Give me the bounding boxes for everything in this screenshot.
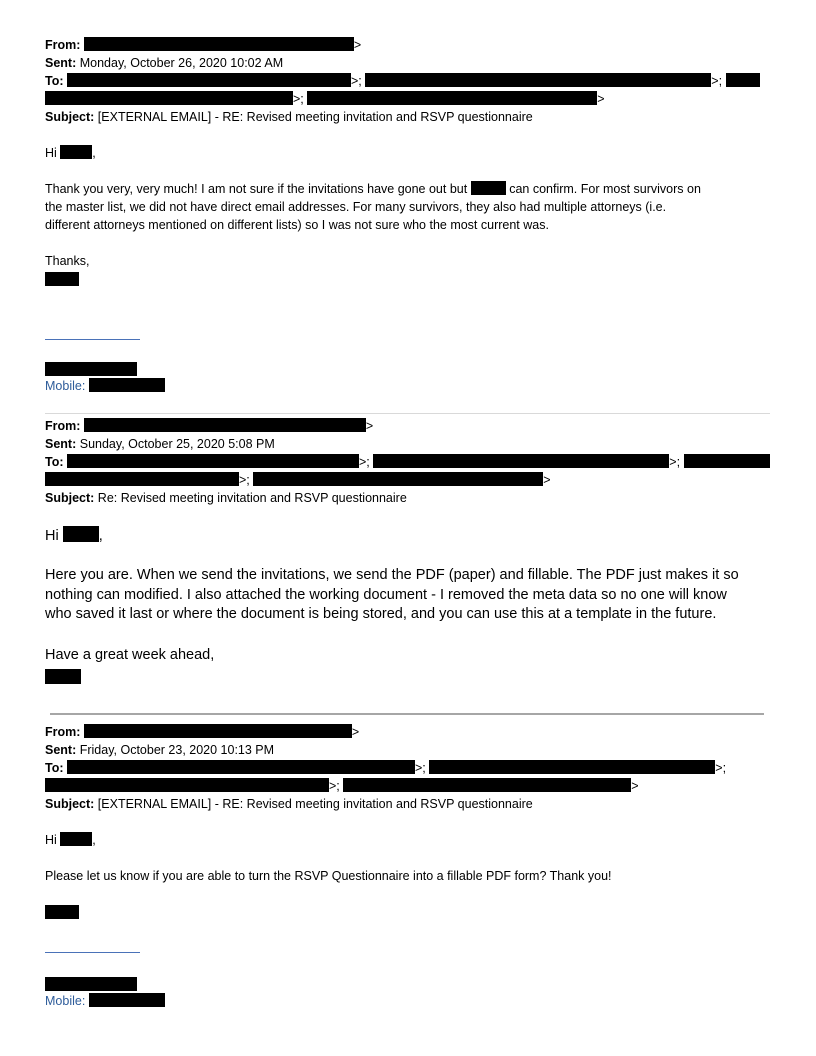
mobile-line: Mobile:	[45, 378, 165, 394]
greeting: Hi ,	[45, 833, 96, 847]
email-separator	[50, 713, 764, 715]
from-line: From: >	[45, 38, 362, 52]
to-line-cont: >; >	[45, 778, 639, 794]
signature-divider	[45, 952, 140, 953]
redaction	[45, 91, 293, 105]
redaction	[365, 73, 711, 87]
subject-line: Subject: [EXTERNAL EMAIL] - RE: Revised meeting invitation and RSVP questionnaire	[45, 110, 533, 124]
sent-line: Sent: Friday, October 23, 2020 10:13 PM	[45, 743, 275, 757]
name-redaction	[45, 362, 137, 376]
redaction	[373, 454, 669, 468]
closing: Thanks,	[45, 254, 90, 268]
body-line: different attorneys mentioned on different lists) so I was not sure who the most current was.	[45, 218, 549, 232]
redaction	[84, 37, 354, 51]
greeting: Hi ,	[45, 528, 103, 544]
redaction	[60, 832, 92, 846]
body-line: who saved it last or where the document is being stored, and you can use this at a template in the future.	[45, 606, 717, 622]
redaction	[726, 73, 760, 87]
to-line: To: >; >;	[45, 454, 770, 470]
redaction	[45, 472, 239, 486]
signature-divider	[45, 339, 140, 340]
redaction	[89, 378, 165, 392]
redaction	[307, 91, 597, 105]
from-line: From: >	[45, 419, 374, 433]
body-line: Thank you very, very much! I am not sure if the invitations have gone out but can confirm. For most survivors on	[45, 182, 701, 196]
sent-line: Sent: Monday, October 26, 2020 10:02 AM	[45, 56, 284, 70]
sent-line: Sent: Sunday, October 25, 2020 5:08 PM	[45, 437, 275, 451]
signature-redaction	[45, 669, 81, 684]
subject-line: Subject: Re: Revised meeting invitation and RSVP questionnaire	[45, 491, 407, 505]
redaction	[684, 454, 770, 468]
redaction	[253, 472, 543, 486]
body-line: Here you are. When we send the invitations, we send the PDF (paper) and fillable. The PDF just makes it so	[45, 567, 739, 583]
redaction	[67, 454, 359, 468]
redaction	[429, 760, 715, 774]
to-line-cont: >; >	[45, 91, 605, 107]
mobile-line: Mobile:	[45, 993, 165, 1009]
redaction	[89, 993, 165, 1007]
redaction	[84, 724, 352, 738]
email-separator	[45, 413, 770, 414]
body-line: nothing can modified. I also attached the working document - I removed the meta data so no one will know	[45, 587, 727, 603]
redaction	[60, 145, 92, 159]
subject-line: Subject: [EXTERNAL EMAIL] - RE: Revised meeting invitation and RSVP questionnaire	[45, 797, 533, 811]
from-line: From: >	[45, 725, 360, 739]
name-redaction	[45, 977, 137, 991]
redaction	[471, 181, 506, 195]
redaction	[84, 418, 366, 432]
to-line: To: >; >;	[45, 761, 727, 775]
redaction	[63, 526, 99, 542]
closing: Have a great week ahead,	[45, 647, 215, 663]
signature-redaction	[45, 272, 79, 286]
to-line: To: >; >;	[45, 73, 760, 89]
signature-redaction	[45, 905, 79, 919]
redaction	[45, 778, 329, 792]
redaction	[343, 778, 631, 792]
redaction	[67, 73, 351, 87]
body-line: the master list, we did not have direct email addresses. For many survivors, they also had multiple attorneys (i.e.	[45, 200, 667, 214]
redaction	[67, 760, 415, 774]
greeting: Hi ,	[45, 146, 96, 160]
to-line-cont: >; >	[45, 472, 551, 488]
body-line: Please let us know if you are able to turn the RSVP Questionnaire into a fillable PDF form? Thank you!	[45, 869, 612, 883]
